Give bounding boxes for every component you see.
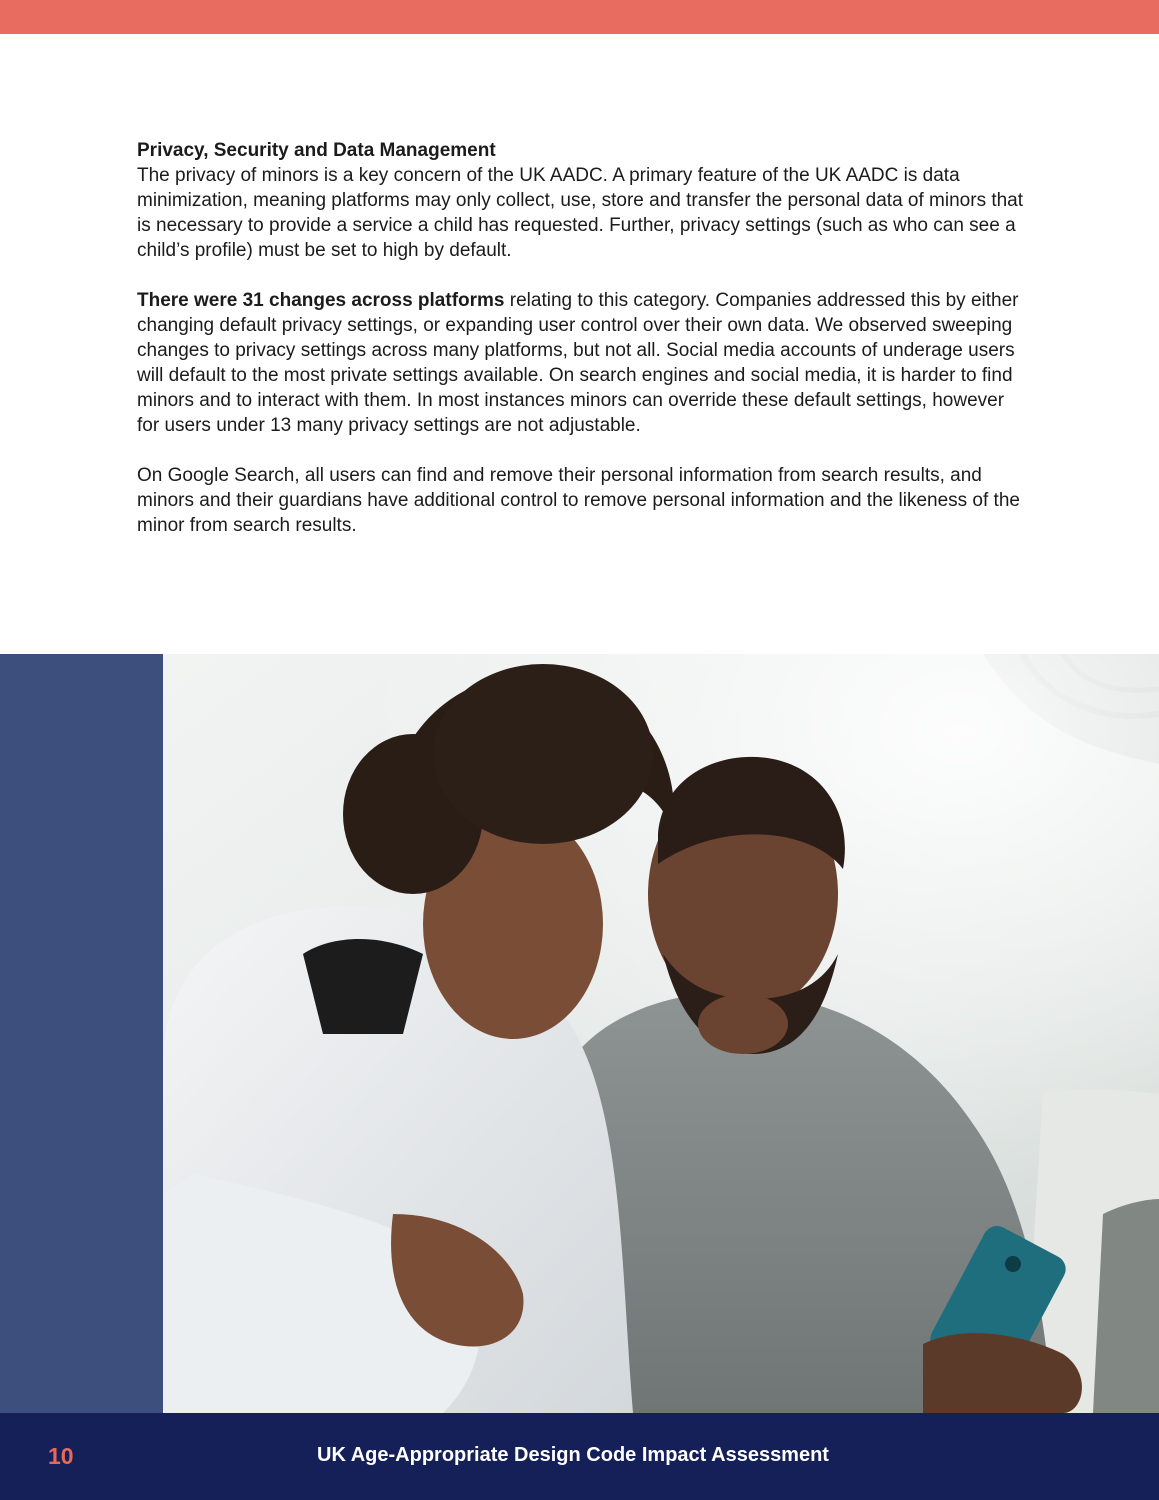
top-accent-bar — [0, 0, 1159, 34]
paragraph-intro: The privacy of minors is a key concern of the UK AADC. A primary feature of the UK AADC is data minimization, meaning platforms may only collect, use, store and transfer the personal data of minors that is necessary to provide a service a child has requested. Further, privacy settings (such as who can see a child’s profile) must be set to high by default. — [137, 165, 1024, 261]
side-color-block — [0, 654, 163, 1413]
footer-document-title: UK Age-Appropriate Design Code Impact Assessment — [317, 1444, 829, 1466]
paragraph-changes — [137, 288, 1027, 438]
page-footer — [0, 1413, 1159, 1500]
section-heading: Privacy, Security and Data Management — [137, 140, 496, 161]
paragraph-changes-highlight: There were 31 changes across platforms — [137, 290, 505, 311]
photo-teen-and-adult-with-phone — [163, 654, 1159, 1413]
paragraph-google-search: On Google Search, all users can find and remove their personal information from search results, and minors and their guardians have additional control to remove personal information and the likeness of the minor from search results. — [137, 465, 1020, 536]
paragraph-changes-body: relating to this category. Companies addressed this by either changing default privacy settings, or expanding user control over their own data. We observed sweeping changes to privacy settings across many platforms, but not all. Social media accounts of underage users will default to the most private settings available. On search engines and social media, it is harder to find minors and to interact with them. In most instances minors can override these default settings, however for users under 13 many privacy settings are not adjustable. — [137, 290, 1019, 436]
main-content — [137, 138, 1027, 538]
page-number: 10 — [48, 1443, 74, 1469]
